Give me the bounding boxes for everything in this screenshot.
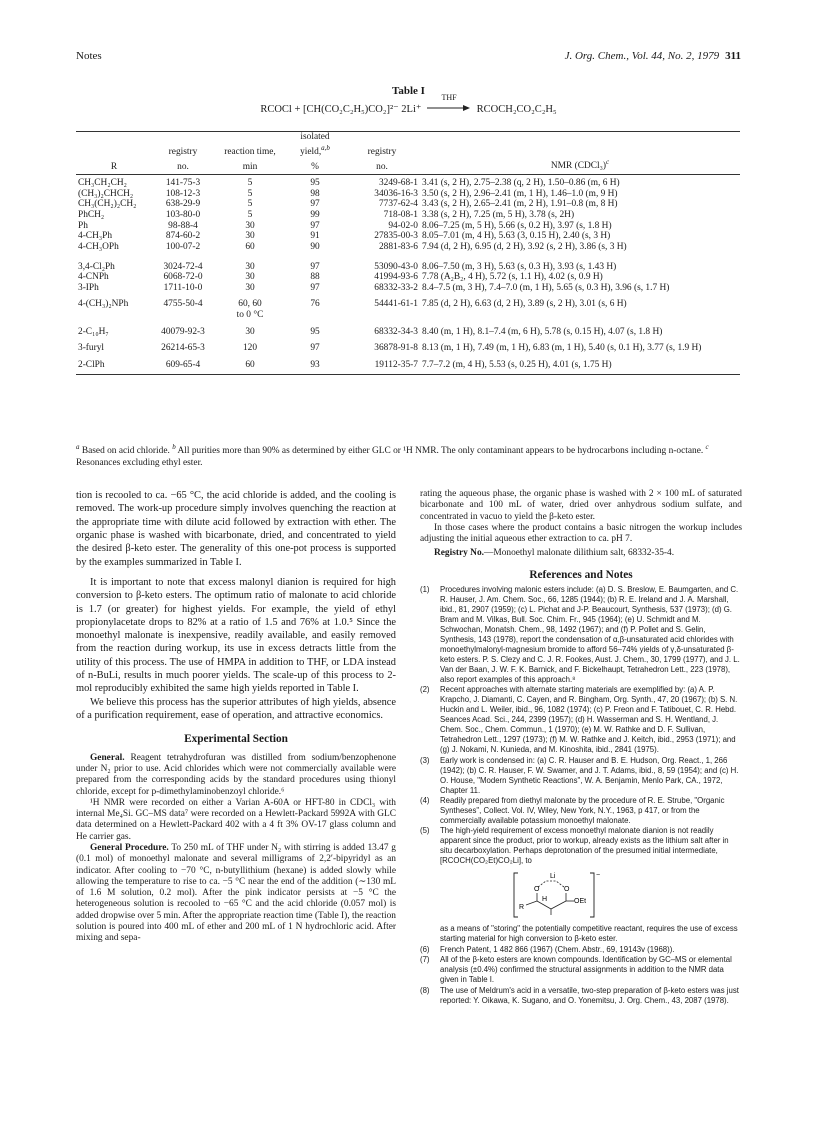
svg-text:R: R (519, 904, 525, 912)
col-head-pct: % (286, 159, 344, 174)
running-header (76, 50, 741, 66)
enolate-structure-diagram (510, 869, 610, 921)
reference-item: (2) Recent approaches with alternate starting materials are exemplified by: (a) A. P. Krapcho, J. Diamanti, C. Cayen, and R. Bingham, Org. Synth., 47, 20 (1967); (b) S. N. Huckin and L. Weiler, ibid., 96, 1082 (1974); (c) P. Freon and F. Tatibouet, C. R. Hebd. Seances Acad. Sci., 244, 2399 (1957); (d) H. Wasserman and S. H. Wentland, J. Chem. Soc., Chem. Commun., 1 (1970); (e) M. W. Rathke and D. F. Sullivan, Tetrahedron Lett., 1297 (1973); (f) M. W. Rathke and J. Keitch, ibid., 2953 (1971); and (g) J. Nokami, N. Kunieda, and M. Kinoshita, ibid., 2841 (1975). (420, 685, 738, 755)
reference-item: (7) All of the β-keto esters are known compounds. Identification by GC–MS or elemental analysis (±0.4%) confirmed the structural assignments in addition to the NMR data given in Table I. (420, 955, 732, 985)
reference-item: (1) Procedures involving malonic esters include: (a) D. S. Breslow, E. Baumgarten, and C. R. Hauser, J. Am. Chem. Soc., 66, 1285 (1944); (b) R. E. Ireland and J. A. Marshall, ibid., 81, 2907 (1959); (c) L. Pichat and J-P. Beaucourt, Synthesis, 537 (1973); (d) G. Bram and M. Vilkas, Bull. Soc. Chim. Fr., 945 (1964); (e) U. Schmidt and M. Schwochan, Monatsh. Chem., 98, 1492 (1967); and (f) P. Pollet and S. Gelin, Synthesis, 143 (1978), report the condensation of α,β-unsaturated acid chlorides with monoethylmalonyl-magnesium bromide to afford 56–74% yields of γ,δ-unsaturated β-keto esters. P. S. Clezy and C. J. R. Fookes, Aust. J. Chem., 30, 1799 (1977), and J. L. Van der Baan, J. W. F. K. Barnick, and F. Bickelhaupt, Tetrahedron Lett., 223 (1978), also report examples of this approach.⁸ (420, 585, 740, 684)
reaction-reactants: RCOCl + [CH(CO₂C₂H₅)CO₂]²⁻ 2Li⁺ (260, 104, 422, 115)
body-paragraph: It is important to note that excess malonyl dianion is required for high conversion to β-keto esters. The optimum ratio of malonate to acid chloride is 1.7 (or greater) for highest yields. For example, the yield of ethyl propionylacetate drops to 82% at a ratio of 1.5 and 76% at 1.0.⁵ Since the monoethyl malonate is inexpensive, readily available, and easily removed from the reaction during workup, its use in excess detracts little from the utility of this process. The use of HMPA in addition to THF, or LDA instead of n-BuLi, results in much poorer yields. The scale-up of this process to 2-mol reproducibly exhibited the same high yields reported in Table I. (76, 576, 396, 695)
header-journal: J. Org. Chem., Vol. 44, No. 2, 1979 311 (564, 50, 741, 62)
reference-item: (3) Early work is condensed in: (a) C. R. Hauser and B. E. Hudson, Org. React., 1, 266 (1942); (b) C. R. Hauser, F. W. Swamer, and J. T. Adams, ibid., 8, 59 (1954); and (c) H. O. House, "Modern Synthetic Reactions", W. A. Benjamin, Menlo Park, CA., 1972, Chapter 11. (420, 755, 739, 795)
general-paragraph: General. Reagent tetrahydrofuran was distilled from sodium/benzophenone under N₂ prior to use. Acid chlorides which were not commercially available were prepared from the corresponding acids by the standard procedures using thionyl chloride, except for p-dimethylaminobenzoyl chloride.⁶ (76, 752, 396, 797)
reaction-scheme (0, 93, 817, 115)
section-heading: Experimental Section (184, 733, 288, 746)
table-row: PhCH₂ 103-80-0 5 99 718-08-1 3.38 (s, 2 H), 7.25 (m, 5 H), 3.78 (s, 2H) (78, 210, 575, 220)
col-head-registry-product: registry (367, 146, 397, 157)
reaction-arrow (427, 93, 471, 115)
header-section: Notes (76, 50, 102, 62)
references-list (420, 585, 742, 1005)
table-row: 2-ClPh 609-65-4 60 93 19112-35-7 7.7–7.2 (m, 4 H), 5.53 (s, 0.25 H), 4.01 (s, 1.75 H) (76, 354, 740, 374)
right-column (420, 489, 742, 1006)
table-row: Ph 98-88-4 30 97 94-02-0 8.06–7.25 (m, 5 H), 5.66 (s, 0.2 H), 3.97 (s, 1.8 H) (78, 220, 612, 231)
reference-item: (8) The use of Meldrum's acid in a versatile, two-step preparation of β-keto esters was just reported: Y. Oikawa, K. Sugano, and O. Yonemitsu, J. Org. Chem., 43, 2087 (1978). (420, 985, 739, 1005)
table-row: 3-furyl 26214-65-3 120 97 36878-91-8 8.13 (m, 1 H), 7.49 (m, 1 H), 6.83 (m, 1 H), 5.40 (s, 0.1 H), 3.77 (s, 1.9 H) (78, 343, 702, 354)
results-table (76, 131, 740, 375)
table-row: 4-(CH₃)₂NPh 4755-50-4 60, 60 to 0 °C 76 54441-61-1 7.85 (d, 2 H), 6.63 (d, 2 H), 3.89 (s, 2 H), 3.01 (s, 6 H) (78, 299, 627, 320)
col-head-no-product: no. (344, 159, 420, 174)
body-paragraph: tion is recooled to ca. −65 °C, the acid chloride is added, and the cooling is removed. The work-up procedure simply involves quenching the reaction at the appropriate time with dilute acid followed by extraction with ether. The organic phase is washed with bicarbonate, dried, and concentrated to yield the desired β-keto ester. The generality of this one-pot process is supported by the examples summarized in Table I. (76, 490, 396, 568)
col-head-r: R (76, 159, 152, 174)
table-row: 3,4-Cl₂Ph 3024-72-4 30 97 53090-43-0 8.06–7.50 (m, 3 H), 5.63 (s, 0.3 H), 3.93 (s, 1.43 H) (78, 261, 617, 272)
table-row: CH₃(CH₂)₂CH₂ 638-29-9 5 97 7737-62-4 3.43 (s, 2 H), 2.65–2.41 (m, 2 H), 1.91–0.8 (m, 8 H) (78, 199, 618, 210)
reference-item: as a means of "storing" the potentially competitive reactant, requires the use of excess starting material for high conversion to β-keto ester. (440, 924, 738, 944)
table-row: 4-CH₃OPh 100-07-2 60 90 2881-83-6 7.94 (d, 2 H), 6.95 (d, 2 H), 3.92 (s, 2 H), 3.86 (s, 3 H) (78, 241, 627, 252)
table-title: Table I (392, 85, 425, 97)
svg-text:O: O (564, 886, 570, 894)
col-head-no: no. (152, 159, 214, 174)
col-head-yield: yield,$^{a,b}$ (300, 143, 330, 157)
table-row: 2-C₁₀H₇ 40079-92-3 30 95 68332-34-3 8.40 (m, 1 H), 8.1–7.4 (m, 6 H), 5.78 (s, 0.15 H), 4.07 (s, 1.8 H) (78, 326, 663, 337)
table-footnote: $^a$ Based on acid chloride. $^b$ All purities more than 90% as determined by either GLC or ¹H NMR. The only contaminant appears to be hydrocarbons including n-octane. $^c$ Resonances excluding ethyl ester. (76, 443, 709, 468)
table-row: 3-IPh 1711-10-0 30 97 68332-33-2 8.4–7.5 (m, 3 H), 7.4–7.0 (m, 1 H), 5.65 (s, 0.3 H), 3.96 (s, 1.7 H) (78, 282, 670, 293)
reference-item: (4) Readily prepared from diethyl malonate by the procedure of R. E. Strube, "Organic Syntheses", Collect. Vol. IV, Wiley, New York, N.Y., 1963, p 417, or from the commercially available potassium monoethyl malonate. (420, 795, 725, 825)
reference-item: (5) The high-yield requirement of excess monoethyl malonate dianion is not readily apparent since the product, prior to workup, already exists as the lithium salt after in situ decarboxylation. Perhaps deprotonation of the presumed initial intermediate, [RCOCH(CO₂Et)CO₂Li], to − Li O O R OEt H (420, 826, 742, 921)
table-row: 4-CNPh 6068-72-0 30 88 41994-93-6 7.78 (A₂B₂, 4 H), 5.72 (s, 1.1 H), 4.02 (s, 0.9 H) (78, 272, 603, 283)
table-row: 4-CH₃Ph 874-60-2 30 91 27835-00-3 8.05–7.01 (m, 4 H), 5.63 (3, 0.15 H), 2.40 (s, 3 H) (78, 231, 611, 242)
registry-paragraph: Registry No.—Monoethyl malonate dilithium salt, 68332-35-4. (434, 548, 675, 559)
table-row: (CH₃)₂CHCH₂ 108-12-3 5 98 34036-16-3 3.50 (s, 2 H), 2.96–2.41 (m, 1 H), 1.46–1.0 (m, 9 H) (78, 188, 618, 199)
col-head-nmr: NMR (CDCl₃)$^c$ (420, 159, 740, 174)
arrow-label: THF (441, 93, 457, 102)
svg-text:−: − (596, 872, 601, 880)
col-head-min: min (214, 159, 286, 174)
reaction-product: RCOCH₂CO₂C₂H₅ (476, 104, 557, 115)
col-head-registry: registry (168, 146, 198, 157)
procedure-paragraph: General Procedure. To 250 mL of THF under N₂ with stirring is added 13.47 g (0.1 mol) of monoethyl malonate and several milligrams of 2,2′-bipyridyl as an indicator. After cooling to −70 °C, n-butyllithium (hexane) is added slowly while allowing the temperature to rise to ca. −5 °C near the end of the addition (∼130 mL of 1.6 M solution, 0.2 mol). After the pink indicator persists at −5 °C the heterogeneous solution is recooled to −65 °C and the acid chloride (0.057 mol) is added dropwise over 5 min. After the appropriate reaction time (Table I), the reaction solution is poured into 400 mL of ether and 200 mL of 1 N hydrochloric acid. After mixing and sepa- (76, 843, 396, 944)
page-number: 311 (725, 50, 741, 62)
table-row: CH₃CH₂CH₂ 141-75-3 5 95 3249-68-1 3.41 (s, 2 H), 2.75–2.38 (q, 2 H), 1.50–0.86 (m, 6 H) (78, 178, 620, 189)
references-heading: References and Notes (529, 568, 633, 581)
body-paragraph: rating the aqueous phase, the organic phase is washed with 2 × 100 mL of saturated bicarbonate and 100 mL of water, dried over anhydrous sodium sulfate, and concentrated in vacuo to yield the β-keto ester. (420, 489, 742, 522)
col-head-isolated: isolated (286, 132, 344, 145)
svg-text:O: O (534, 886, 540, 894)
left-column (76, 489, 396, 945)
nmr-paragraph: ¹H NMR were recorded on either a Varian A-60A or HFT-80 in CDCl₃ with internal Me₄Si. GC–MS data⁷ were recorded on a Hewlett-Packard 5992A with GLC data determined on a Hewlett-Packard 402 with a 4 ft 3% OV-17 glass column and He carrier gas. (76, 797, 396, 842)
body-paragraph: In those cases where the product contains a basic nitrogen the workup includes adjusting the initial aqueous ether extraction to ca. pH 7. (420, 522, 742, 545)
col-head-time: reaction time, (224, 146, 276, 157)
reference-item: (6) French Patent, 1 482 866 (1967) (Chem. Abstr., 69, 19143v (1968)). (420, 944, 675, 954)
svg-text:H: H (542, 896, 548, 904)
svg-text:OEt: OEt (574, 898, 587, 906)
svg-text:Li: Li (550, 873, 556, 881)
body-paragraph: We believe this process has the superior attributes of high yields, absence of a purification requirement, ease of operation, and attractive economics. (76, 696, 396, 721)
